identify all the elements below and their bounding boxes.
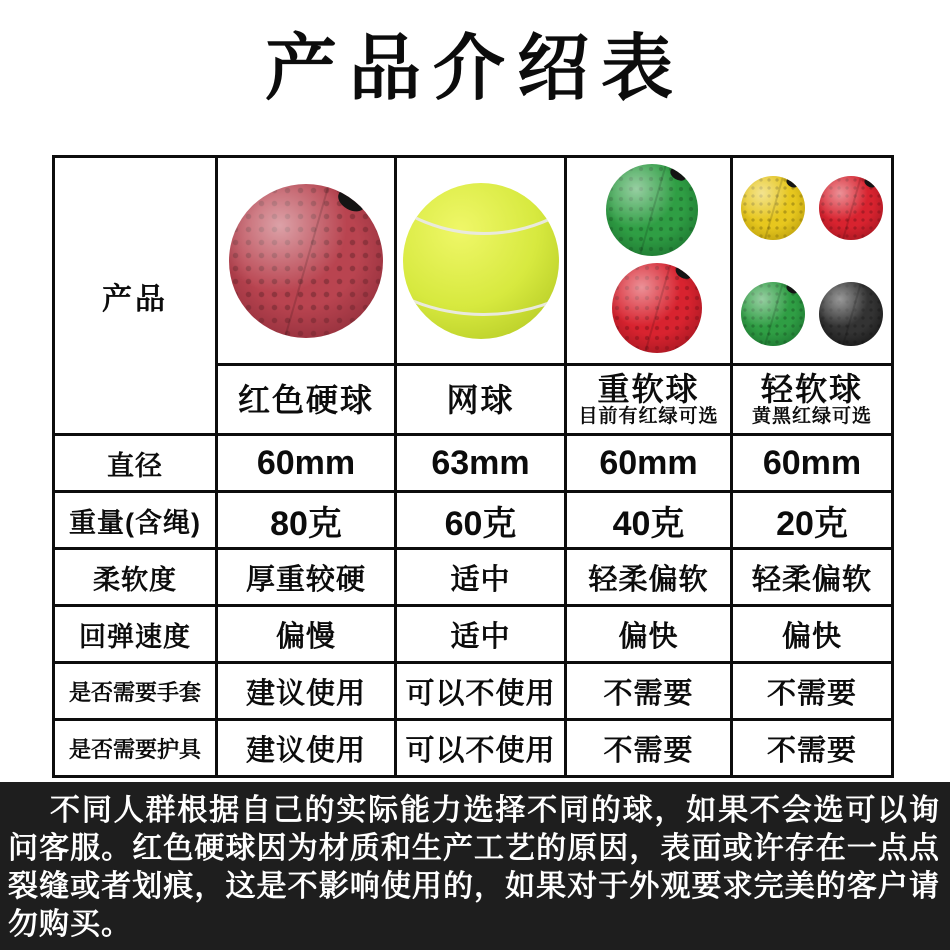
table-cell: 不需要 xyxy=(766,677,857,710)
row-label: 直径 xyxy=(107,450,163,481)
table-cell: 60克 xyxy=(444,504,517,543)
table-row-protective-gear-needed xyxy=(54,720,893,777)
row-label: 是否需要护具 xyxy=(68,736,201,762)
red-soft-ball-image xyxy=(612,263,702,353)
table-cell: 偏快 xyxy=(618,620,679,653)
table-cell: 不需要 xyxy=(766,734,857,767)
product-name-cell xyxy=(732,365,893,435)
table-row-weight xyxy=(54,492,893,549)
heavy-soft-ball-cell xyxy=(566,157,732,365)
table-cell: 不需要 xyxy=(603,677,694,710)
table-cell: 80克 xyxy=(270,504,342,543)
table-cell: 轻柔偏软 xyxy=(588,563,709,596)
tennis-ball-cell xyxy=(396,157,566,365)
table-cell: 不需要 xyxy=(603,734,694,767)
table-row-rebound-speed xyxy=(54,606,893,663)
table-cell: 60mm xyxy=(599,443,698,482)
table-cell: 20克 xyxy=(776,504,848,543)
yellow-soft-ball-image xyxy=(741,176,805,240)
product-name: 网球 xyxy=(446,381,515,418)
table-cell: 适中 xyxy=(450,563,511,596)
table-cell: 偏快 xyxy=(781,620,842,653)
row-label: 重量(含绳) xyxy=(69,507,201,538)
table-cell: 轻柔偏软 xyxy=(751,563,872,596)
ball-hole-icon xyxy=(863,176,878,189)
row-label: 柔软度 xyxy=(93,564,177,595)
ball-hole-icon xyxy=(673,263,693,281)
row-label: 是否需要手套 xyxy=(68,679,201,705)
table-cell: 63mm xyxy=(431,443,530,482)
product-name-cell xyxy=(396,365,566,435)
light-soft-ball-images xyxy=(741,176,883,346)
ball-hole-icon xyxy=(334,185,369,216)
black-soft-ball-image xyxy=(819,282,883,346)
heavy-soft-ball-images xyxy=(596,164,702,353)
table-row-softness xyxy=(54,549,893,606)
table-cell: 60mm xyxy=(762,443,862,482)
red-hard-ball-cell xyxy=(217,157,396,365)
product-label: 产品 xyxy=(102,282,168,316)
product-name-cell xyxy=(566,365,732,435)
table-cell: 建议使用 xyxy=(245,734,366,767)
product-name: 重软球 xyxy=(597,370,700,407)
ball-hole-icon xyxy=(668,164,689,183)
product-subtitle: 黄黑红绿可选 xyxy=(751,405,872,427)
table-cell: 40克 xyxy=(612,504,685,543)
table-cell: 建议使用 xyxy=(245,677,366,710)
ball-hole-icon xyxy=(785,282,800,295)
footer-note xyxy=(0,782,950,950)
green-soft-ball-image xyxy=(606,164,698,256)
ball-hole-icon xyxy=(785,176,800,189)
product-table xyxy=(52,155,894,778)
table-cell: 60mm xyxy=(256,443,356,482)
product-image-row xyxy=(54,157,893,365)
table-cell: 可以不使用 xyxy=(405,734,556,767)
product-name: 轻软球 xyxy=(760,370,863,407)
product-name: 红色硬球 xyxy=(237,381,374,418)
table-cell: 偏慢 xyxy=(275,620,336,653)
tennis-ball-image xyxy=(403,183,559,339)
product-subtitle: 目前有红绿可选 xyxy=(578,405,719,427)
table-cell: 适中 xyxy=(450,620,511,653)
product-name-cell xyxy=(217,365,396,435)
red-hard-ball-image xyxy=(229,184,383,338)
light-soft-ball-cell xyxy=(732,157,893,365)
product-header-cell xyxy=(54,157,217,435)
footer-text: 不同人群根据自己的实际能力选择不同的球，如果不会选可以询问客服。红色硬球因为材质和生产工艺的原因，表面或许存在一点点裂缝或者划痕，这是不影响使用的，如果对于外观要求完美的客户请勿购买。 xyxy=(8,794,940,941)
table-cell: 厚重较硬 xyxy=(245,563,366,596)
table-row-gloves-needed xyxy=(54,663,893,720)
page-title: 产品介绍表 xyxy=(264,29,685,109)
table-cell: 可以不使用 xyxy=(405,677,556,710)
row-label: 回弹速度 xyxy=(79,621,191,652)
red-soft-ball-image xyxy=(819,176,883,240)
table-row-diameter xyxy=(54,435,893,492)
green-soft-ball-image xyxy=(741,282,805,346)
